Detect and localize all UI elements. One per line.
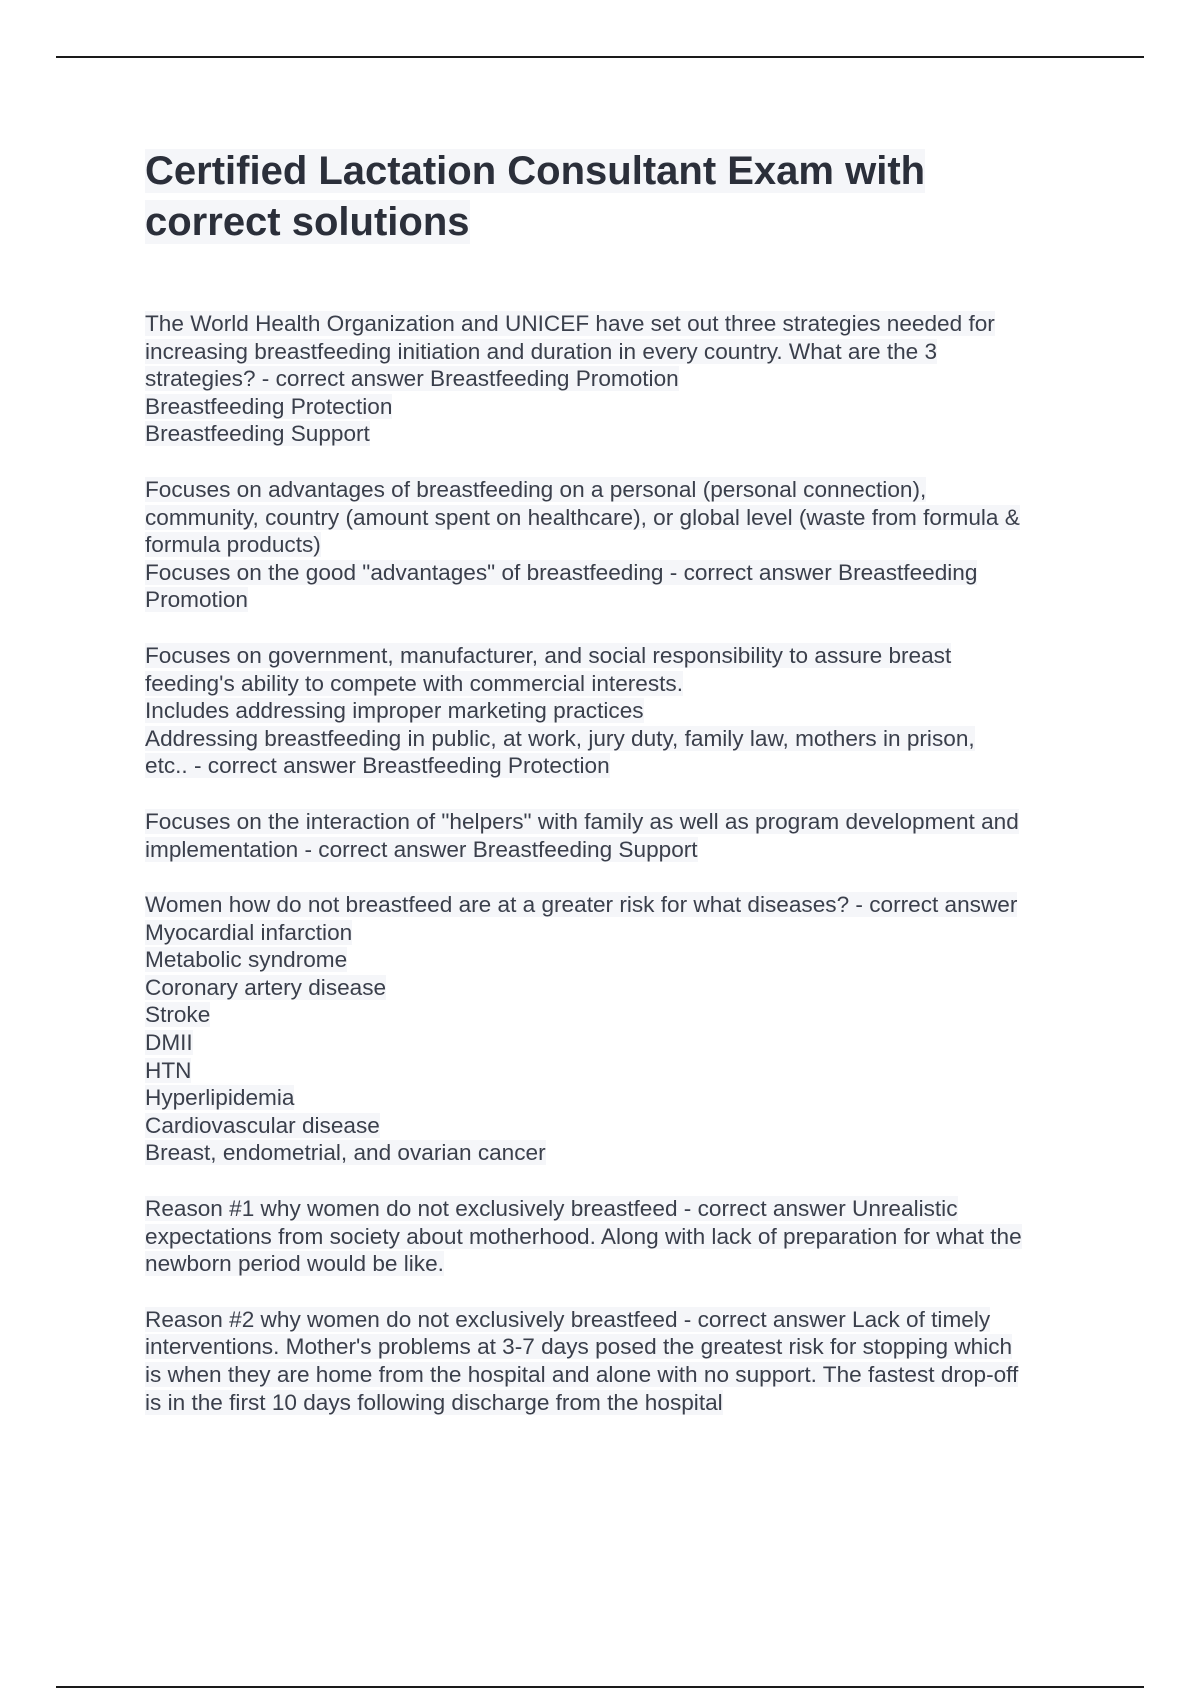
qa-line: Focuses on the good "advantages" of breastfeeding - correct answer Breastfeeding [145,559,978,585]
qa-entry [145,891,1085,1167]
qa-line: Stroke [145,1002,211,1028]
qa-line: feeding's ability to compete with commercial interests. [145,670,684,696]
qa-line: Addressing breastfeeding in public, at work, jury duty, family law, mothers in prison, [145,725,975,751]
qa-line: Breast, endometrial, and ovarian cancer [145,1140,546,1166]
qa-line: Breastfeeding Support [145,421,370,447]
qa-line: formula products) [145,532,321,558]
qa-line: Focuses on government, manufacturer, and social responsibility to assure breast [145,642,952,668]
qa-line: Cardiovascular disease [145,1112,380,1138]
qa-line: Reason #1 why women do not exclusively breastfeed - correct answer Unrealistic [145,1196,958,1222]
qa-line: community, country (amount spent on healthcare), or global level (waste from formula & [145,504,1020,530]
title-line: Certified Lactation Consultant Exam with [145,149,926,193]
page-bottom-rule [56,1686,1144,1688]
qa-entry [145,642,1085,780]
title-line: correct solutions [145,200,470,244]
qa-entry [145,1195,1085,1278]
qa-line: Includes addressing improper marketing practices [145,698,644,724]
qa-line: Promotion [145,587,248,613]
qa-line: Focuses on the interaction of "helpers" with family as well as program development and [145,808,1019,834]
page-top-rule [56,56,1144,58]
qa-line: HTN [145,1057,192,1083]
qa-line: is in the first 10 days following discharge from the hospital [145,1389,723,1415]
qa-line: Myocardial infarction [145,919,353,945]
qa-line: The World Health Organization and UNICEF have set out three strategies needed for [145,311,995,336]
qa-line: interventions. Mother's problems at 3-7 days posed the greatest risk for stopping which [145,1334,1013,1360]
qa-entry [145,808,1085,863]
qa-line: DMII [145,1030,193,1056]
qa-line: expectations from society about motherhood. Along with lack of preparation for what the [145,1223,1022,1249]
qa-entry [145,1306,1085,1416]
qa-line: newborn period would be like. [145,1251,444,1277]
qa-entry [145,310,1085,448]
document-body [145,146,1085,1444]
qa-line: Women how do not breastfeed are at a greater risk for what diseases? - correct answer [145,892,1018,918]
qa-line: Reason #2 why women do not exclusively breastfeed - correct answer Lack of timely [145,1306,991,1332]
document-title [145,146,1085,248]
qa-line: strategies? - correct answer Breastfeeding Promotion [145,366,679,392]
qa-line: increasing breastfeeding initiation and duration in every country. What are the 3 [145,338,938,364]
qa-entry [145,476,1085,614]
qa-line: Hyperlipidemia [145,1085,295,1111]
question-answer-list [145,310,1085,1416]
qa-line: Breastfeeding Protection [145,393,393,419]
qa-line: implementation - correct answer Breastfeeding Support [145,836,698,862]
qa-line: Metabolic syndrome [145,947,348,973]
qa-line: Focuses on advantages of breastfeeding on a personal (personal connection), [145,476,927,502]
qa-line: is when they are home from the hospital and alone with no support. The fastest drop-off [145,1362,1019,1387]
qa-line: Coronary artery disease [145,974,387,1000]
qa-line: etc.. - correct answer Breastfeeding Protection [145,753,610,779]
